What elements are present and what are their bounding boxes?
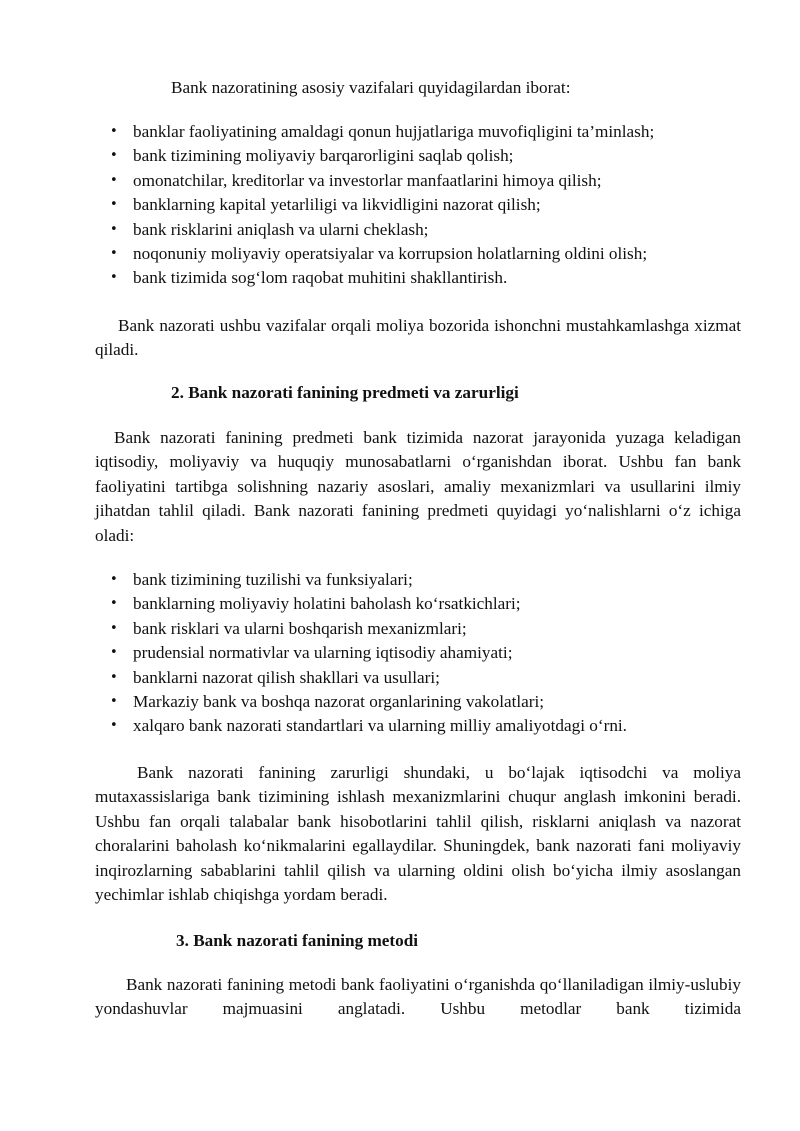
list-item: • omonatchilar, kreditorlar va investorlar manfaatlarini himoya qilish; — [110, 169, 654, 193]
paragraph: Bank nazorati ushbu vazifalar orqali moliya bozorida ishonchni mustahkamlashga xizmat qiladi. — [95, 316, 741, 360]
list-item: • banklar faoliyatining amaldagi qonun hujjatlariga muvofiqligini ta’minlash; — [110, 120, 654, 144]
bullet-icon: • — [110, 572, 118, 587]
list-item: • noqonuniy moliyaviy operatsiyalar va korrupsion holatlarning oldini olish; — [110, 242, 654, 266]
list-item: • banklarning kapital yetarliligi va likvidligini nazorat qilish; — [110, 193, 654, 217]
bullet-icon: • — [110, 718, 118, 734]
section-heading: 3. Bank nazorati fanining metodi — [176, 931, 419, 950]
bullet-icon: • — [110, 645, 118, 661]
bullet-icon: • — [110, 596, 118, 612]
list-item: • xalqaro bank nazorati standartlari va ularning milliy amaliyotdagi o‘rni. — [110, 714, 627, 738]
bullet-icon: • — [110, 270, 118, 286]
bullet-icon: • — [110, 694, 118, 710]
paragraph: Bank nazorati fanining metodi bank faoliyatini o‘rganishda qo‘llaniladigan ilmiy-uslubiy yondashuvlar majmuasini anglatadi. Ushbu metodlar bank tizimida — [95, 975, 741, 1019]
section-heading: 2. Bank nazorati fanining predmeti va zarurligi — [171, 383, 519, 402]
bullet-icon: • — [110, 197, 118, 213]
list-item: • bank tizimida sog‘lom raqobat muhitini shakllantirish. — [110, 266, 654, 290]
list-item: • bank risklari va ularni boshqarish mexanizmlari; — [110, 617, 627, 641]
list-item: • bank risklarini aniqlash va ularni cheklash; — [110, 218, 654, 242]
bullet-icon: • — [110, 620, 118, 636]
intro-text: Bank nazoratining asosiy vazifalari quyidagilardan iborat: — [171, 78, 571, 97]
list-item: • bank tizimining moliyaviy barqarorligini saqlab qolish; — [110, 144, 654, 168]
tasks-list — [110, 120, 654, 291]
bullet-icon: • — [110, 124, 118, 139]
list-item: • banklarni nazorat qilish shakllari va usullari; — [110, 666, 627, 690]
paragraph: Bank nazorati fanining predmeti bank tizimida nazorat jarayonida yuzaga keladigan iqtisodiy, moliyaviy va huquqiy munosabatlarni o‘rganishdan iborat. Ushbu fan bank faoliyatini tartibga solishning nazariy asoslari, amaliy mexanizmlari va usullarini ilmiy jihatdan tahlil qiladi. Bank nazorati fanining predmeti quyidagi yo‘nalishlarni o‘z ichiga oladi: — [95, 428, 741, 545]
bullet-icon: • — [110, 172, 118, 188]
list-item: • Markaziy bank va boshqa nazorat organlarining vakolatlari; — [110, 690, 627, 714]
bullet-icon: • — [110, 148, 118, 164]
subjects-list — [110, 568, 627, 739]
list-item: • bank tizimining tuzilishi va funksiyalari; — [110, 568, 627, 592]
bullet-icon: • — [110, 669, 118, 685]
bullet-icon: • — [110, 246, 118, 262]
list-item: • prudensial normativlar va ularning iqtisodiy ahamiyati; — [110, 641, 627, 665]
bullet-icon: • — [110, 221, 118, 237]
list-item: • banklarning moliyaviy holatini baholash ko‘rsatkichlari; — [110, 592, 627, 616]
paragraph: Bank nazorati fanining zarurligi shundaki, u bo‘lajak iqtisodchi va moliya mutaxassislariga bank tizimining ishlash mexanizmlarini chuqur anglash imkonini beradi. Ushbu fan orqali talabalar bank hisobotlarini tahlil qilish, risklarni aniqlash va nazorat choralarini baholash ko‘nikmalarini egallaydilar. Shuningdek, bank nazorati fani moliyaviy inqirozlarning sabablarini tahlil qilish va ularning oldini olish bo‘yicha ilmiy asoslangan yechimlar ishlab chiqishga yordam beradi. — [95, 763, 741, 905]
